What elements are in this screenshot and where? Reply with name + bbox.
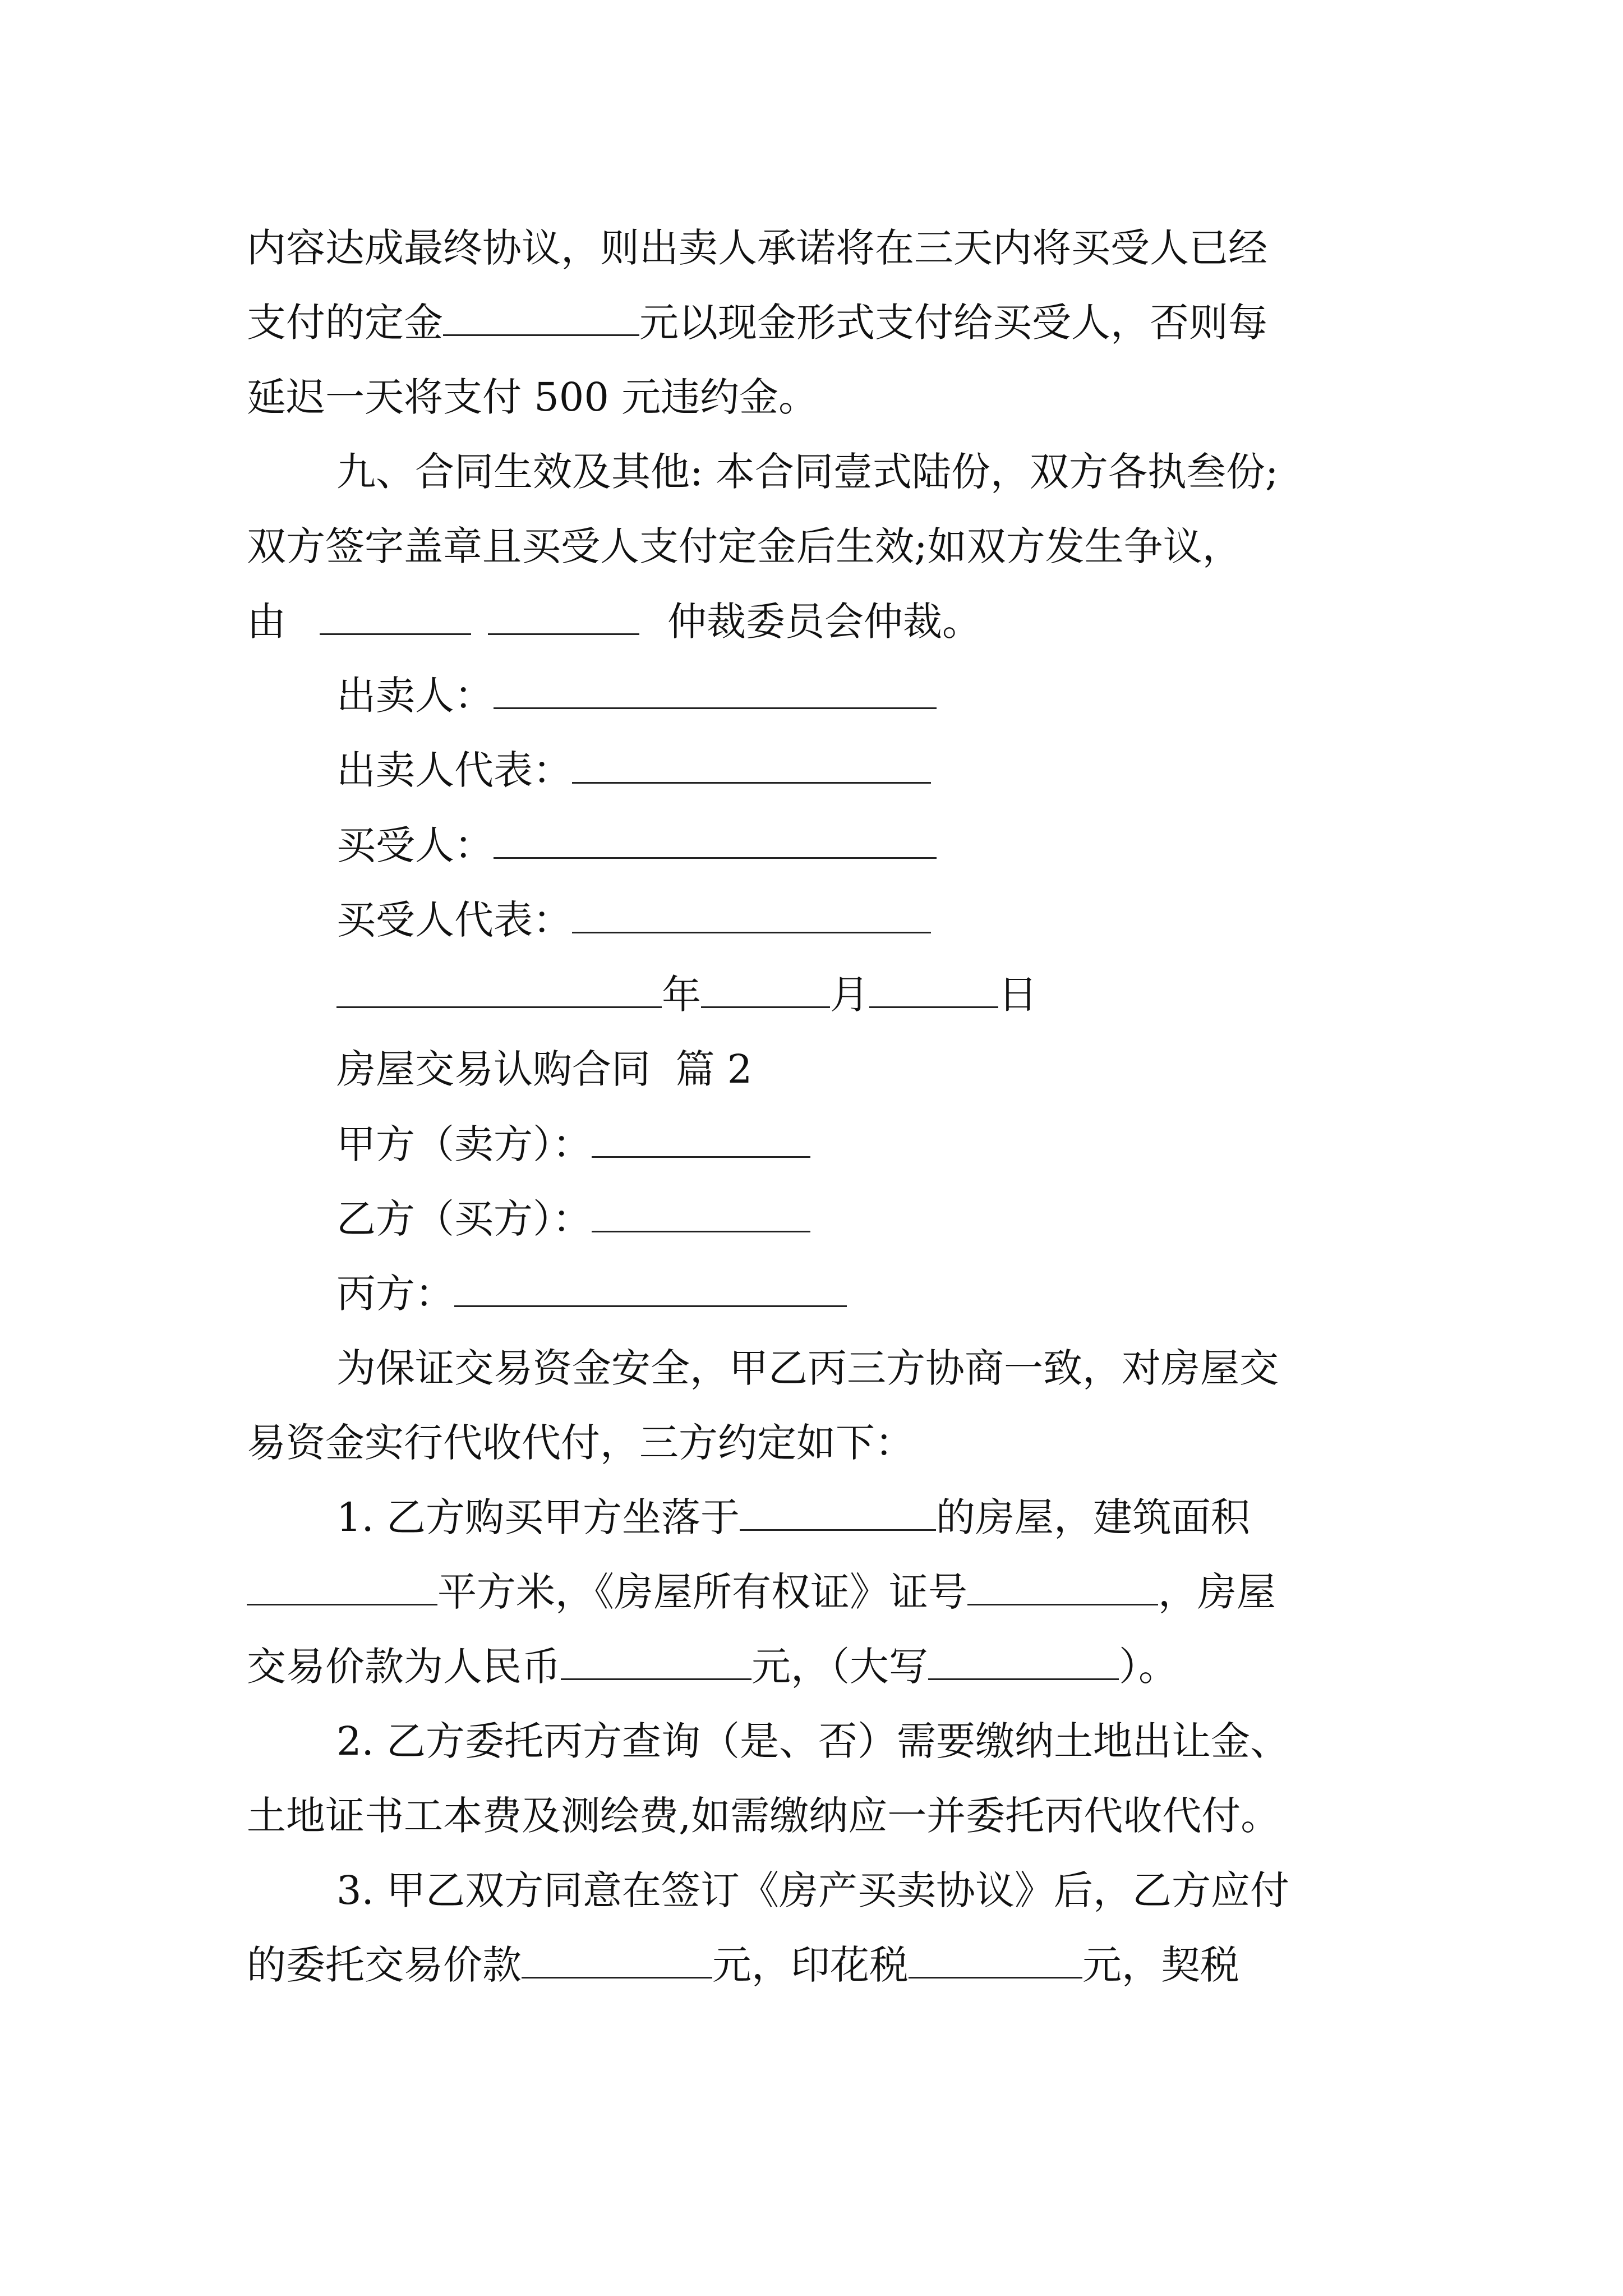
text: 房屋交易认购合同 篇 2 (336, 1046, 753, 1092)
text: 由 (247, 599, 286, 645)
blank-field[interactable] (522, 1938, 712, 1978)
blank-field[interactable] (967, 1565, 1158, 1605)
blank-field[interactable] (494, 818, 937, 859)
paragraph-line (247, 1788, 1280, 1844)
text: 元，契税 (1082, 1942, 1239, 1988)
signature-seller (336, 668, 937, 724)
paragraph-line (336, 1862, 1289, 1918)
text: 元，印花税 (712, 1942, 909, 1988)
text: 元，（大写 (751, 1644, 928, 1690)
party-b-line (336, 1191, 810, 1247)
text: 平方米，《房屋所有权证》证号 (437, 1569, 967, 1615)
label: 买受人代表： (336, 897, 572, 943)
text: 仲裁委员会仲裁。 (667, 599, 981, 645)
signature-buyer (336, 817, 937, 873)
text: 延迟一天将支付 500 元违约金。 (247, 374, 818, 420)
paragraph-line (247, 593, 981, 650)
paragraph-line (336, 1340, 1279, 1396)
text: 易资金实行代收代付，三方约定如下： (247, 1420, 914, 1466)
paragraph-line (247, 1639, 1178, 1695)
blank-field[interactable] (869, 967, 998, 1008)
blank-field[interactable] (928, 1639, 1119, 1680)
date-line (336, 967, 1038, 1023)
text: 的房屋，建筑面积 (936, 1494, 1251, 1540)
blank-field[interactable] (592, 1117, 810, 1158)
blank-field[interactable] (909, 1938, 1082, 1978)
text: 元以现金形式支付给买受人，否则每 (639, 300, 1267, 346)
text: 交易价款为人民币 (247, 1644, 561, 1690)
text: ，房屋 (1158, 1569, 1276, 1615)
paragraph-line (247, 220, 1267, 276)
paragraph-line (247, 518, 1242, 574)
label: 买受人： (336, 822, 494, 868)
paragraph-line (336, 1713, 1289, 1769)
text: 年 (662, 972, 701, 1018)
text: 土地证书工本费及测绘费,如需缴纳应一并委托丙代收代付。 (247, 1793, 1280, 1839)
text: 支付的定金 (247, 300, 443, 346)
text: 日 (998, 972, 1038, 1018)
text: 九、合同生效及其他: 本合同壹式陆份，双方各执叁份; (336, 449, 1279, 495)
paragraph-line (247, 1564, 1276, 1620)
text: ）。 (1119, 1644, 1178, 1690)
label: 丙方： (336, 1271, 454, 1317)
blank-field[interactable] (488, 594, 639, 635)
blank-field[interactable] (740, 1490, 936, 1531)
paragraph-line (336, 444, 1278, 500)
blank-field[interactable] (247, 1565, 437, 1605)
text: 为保证交易资金安全，甲乙丙三方协商一致，对房屋交 (336, 1345, 1279, 1391)
blank-field[interactable] (592, 1191, 810, 1232)
paragraph-line (247, 295, 1267, 351)
blank-field[interactable] (454, 1266, 847, 1307)
signature-buyer-rep (336, 892, 931, 948)
party-a-line (336, 1116, 810, 1172)
paragraph-line (247, 369, 818, 425)
text: 1. 乙方购买甲方坐落于 (336, 1494, 740, 1540)
signature-seller-rep (336, 742, 931, 798)
blank-field[interactable] (561, 1639, 751, 1680)
blank-field[interactable] (701, 967, 830, 1008)
blank-field[interactable] (494, 668, 937, 709)
section-title (336, 1041, 752, 1097)
text: 双方签字盖章且买受人支付定金后生效;如双方发生争议， (247, 523, 1242, 569)
blank-field[interactable] (572, 743, 931, 784)
text: 3. 甲乙双方同意在签订《房产买卖协议》后，乙方应付 (336, 1867, 1290, 1913)
text: 2. 乙方委托丙方查询（是、否）需要缴纳土地出让金、 (336, 1718, 1290, 1764)
party-c-line (336, 1266, 847, 1322)
blank-field[interactable] (336, 967, 662, 1008)
text: 的委托交易价款 (247, 1942, 522, 1988)
blank-field[interactable] (443, 295, 639, 336)
label: 乙方（买方）： (336, 1196, 592, 1242)
text: 月 (830, 972, 869, 1018)
paragraph-line (336, 1489, 1250, 1545)
blank-field[interactable] (572, 892, 931, 933)
text: 内容达成最终协议，则出卖人承诺将在三天内将买受人已经 (247, 225, 1267, 271)
blank-field[interactable] (320, 594, 471, 635)
paragraph-line (247, 1415, 914, 1471)
paragraph-line (247, 1937, 1239, 1993)
label: 出卖人代表： (336, 747, 572, 793)
label: 出卖人： (336, 673, 494, 719)
label: 甲方（卖方）： (336, 1121, 592, 1167)
